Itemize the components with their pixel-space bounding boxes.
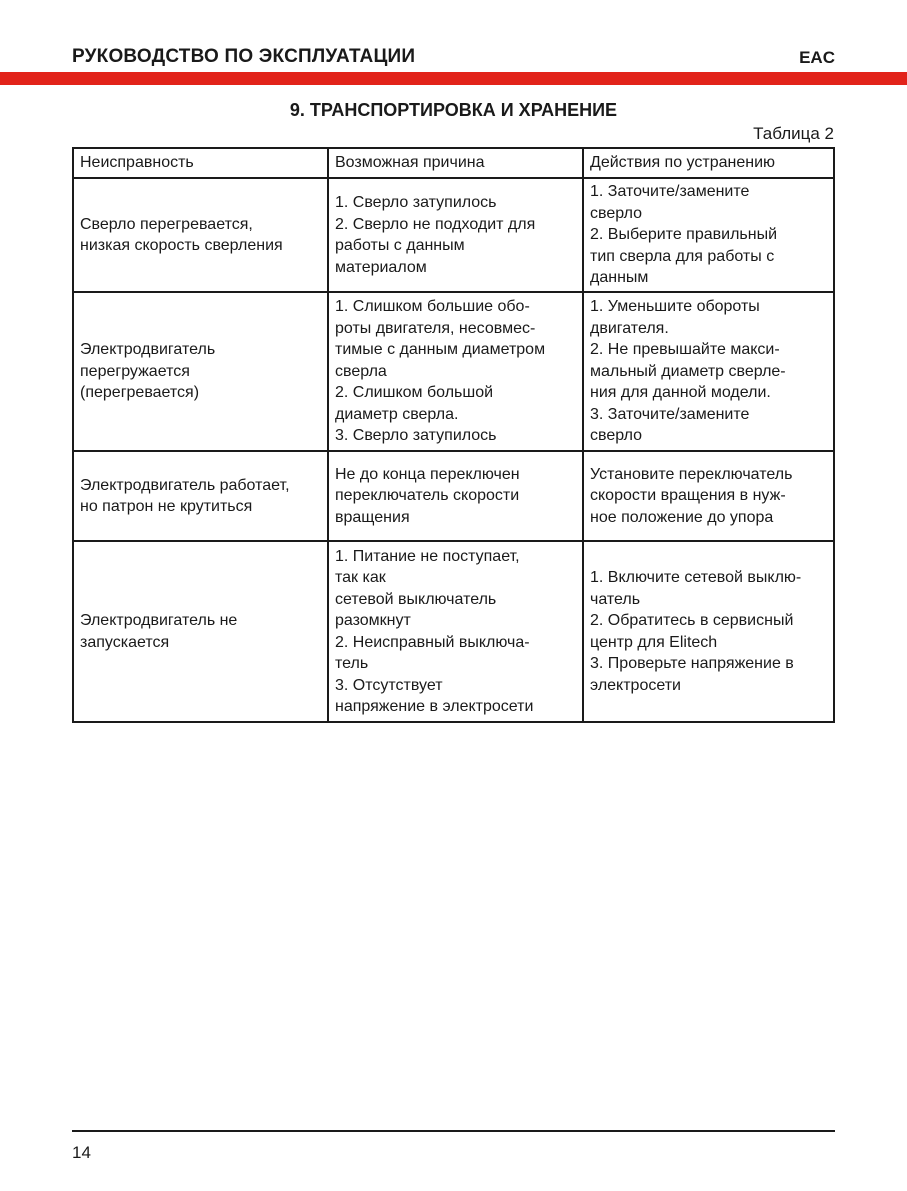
table-header-row bbox=[73, 148, 834, 178]
table-row bbox=[73, 451, 834, 541]
action-cell: Установите переключатель скорости вращения в нуж- ное положение до упора bbox=[583, 451, 834, 541]
header-cell-fault: Неисправность bbox=[73, 148, 328, 178]
table-row bbox=[73, 178, 834, 292]
table-caption: Таблица 2 bbox=[753, 124, 834, 143]
table-row bbox=[73, 541, 834, 722]
table-row bbox=[73, 292, 834, 451]
troubleshooting-table bbox=[72, 147, 835, 723]
header-cell-action: Действия по устранению bbox=[583, 148, 834, 178]
page-number: 14 bbox=[72, 1143, 91, 1162]
fault-cell: Электродвигатель работает, но патрон не крутиться bbox=[73, 451, 328, 541]
action-cell: 1. Уменьшите обороты двигателя. 2. Не превышайте макси- мальный диаметр сверле- ния для данной модели. 3. Заточите/замените сверло bbox=[583, 292, 834, 451]
footer-divider bbox=[72, 1130, 835, 1132]
action-cell: 1. Заточите/замените сверло 2. Выберите правильный тип сверла для работы с данным bbox=[583, 178, 834, 292]
cause-cell: 1. Слишком большие обо- роты двигателя, несовмес- тимые с данным диаметром сверла 2. Слишком большой диаметр сверла. 3. Сверло затупилось bbox=[328, 292, 583, 451]
action-cell: 1. Включите сетевой выклю- чатель 2. Обратитесь в сервисный центр для Elitech 3. Проверьте напряжение в электросети bbox=[583, 541, 834, 722]
cause-cell: Не до конца переключен переключатель скорости вращения bbox=[328, 451, 583, 541]
cause-cell: 1. Питание не поступает, так как сетевой выключатель разомкнут 2. Неисправный выключа- тель 3. Отсутствует напряжение в электросети bbox=[328, 541, 583, 722]
section-title: 9. ТРАНСПОРТИРОВКА И ХРАНЕНИЕ bbox=[289, 100, 618, 120]
fault-cell: Электродвигатель не запускается bbox=[73, 541, 328, 722]
manual-header-title: РУКОВОДСТВО ПО ЭКСПЛУАТАЦИИ bbox=[72, 46, 416, 67]
header-cell-cause: Возможная причина bbox=[328, 148, 583, 178]
fault-cell: Электродвигатель перегружается (перегревается) bbox=[73, 292, 328, 451]
fault-cell: Сверло перегревается, низкая скорость сверления bbox=[73, 178, 328, 292]
cause-cell: 1. Сверло затупилось 2. Сверло не подходит для работы с данным материалом bbox=[328, 178, 583, 292]
header-accent-band bbox=[0, 72, 907, 85]
eac-certification-mark: EAC bbox=[799, 48, 835, 67]
